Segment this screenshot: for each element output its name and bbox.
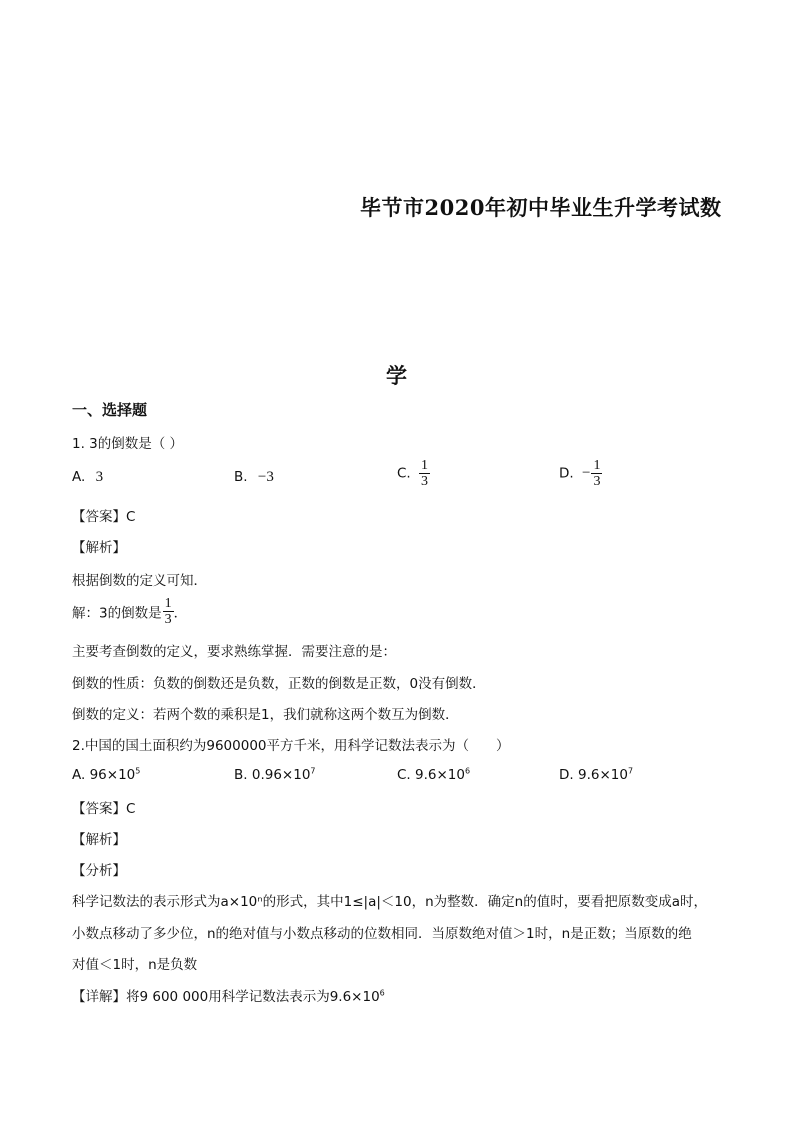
exam-title: 毕节市2020年初中毕业生升学考试数	[360, 195, 722, 220]
option-letter: D.	[559, 465, 574, 482]
option-exponent: 7	[310, 766, 316, 776]
q1-analysis-line: 倒数的性质：负数的倒数还是负数，正数的倒数是正数，0没有倒数．	[72, 676, 486, 692]
q2-option-a	[72, 767, 140, 783]
option-letter: B.	[234, 469, 248, 485]
q1-analysis-line: 倒数的定义：若两个数的乘积是1，我们就称这两个数互为倒数．	[72, 707, 459, 723]
minus-sign: −	[581, 465, 591, 481]
fraction-numerator: 1	[421, 458, 429, 473]
q2-option-b	[234, 767, 316, 783]
solution-punct: ．	[173, 605, 188, 622]
fraction	[591, 458, 602, 489]
fraction-numerator: 1	[593, 458, 601, 473]
fraction-denominator: 3	[164, 612, 172, 627]
exam-title-tail: 学	[386, 363, 407, 388]
q2-option-d	[559, 767, 633, 783]
q1-stem: 1. 3的倒数是（ ）	[72, 436, 184, 452]
option-value: 9.6×10	[415, 767, 465, 783]
option-value: 3	[95, 469, 104, 485]
section-heading: 一、选择题	[72, 401, 148, 419]
option-value: 9.6×10	[577, 767, 628, 783]
option-letter: B.	[234, 767, 248, 783]
option-letter: A.	[72, 469, 86, 485]
q1-option-c	[397, 458, 430, 489]
q1-analysis-label: 【解析】	[72, 540, 126, 556]
option-value: 96×10	[89, 767, 136, 783]
q2-fenxi-line: 小数点移动了多少位，n的绝对值与小数点移动的位数相同．当原数绝对值＞1时，n是正数；当原数的绝	[72, 926, 692, 942]
option-exponent: 5	[135, 766, 141, 776]
q1-option-a	[72, 469, 103, 486]
option-value: −3	[257, 469, 274, 485]
q2-fenxi-line: 对值＜1时，n是负数	[72, 957, 198, 973]
fraction-denominator: 3	[593, 474, 601, 489]
q2-answer: 【答案】C	[72, 801, 136, 817]
option-value: 0.96×10	[251, 767, 311, 783]
solution-text: 解：3的倒数是	[72, 605, 162, 622]
q1-analysis-line: 根据倒数的定义可知．	[72, 573, 207, 589]
q1-option-b	[234, 469, 274, 486]
detail-text: 将9 600 000用科学记数法表示为9.6×10	[126, 989, 380, 1005]
q2-stem: 2.中国的国土面积约为9600000平方千米，用科学记数法表示为（ ）	[72, 738, 510, 754]
fraction	[419, 458, 430, 489]
fraction-numerator: 1	[164, 596, 172, 611]
q1-answer: 【答案】C	[72, 509, 136, 525]
fraction-denominator: 3	[421, 474, 429, 489]
option-letter: C.	[397, 767, 411, 783]
detail-exponent: 6	[379, 988, 385, 998]
detail-label: 【详解】	[72, 989, 126, 1005]
q2-detail-line	[72, 985, 385, 1005]
q2-fenxi-line: 科学记数法的表示形式为a×10ⁿ的形式，其中1≤|a|＜10，n为整数．确定n的值时，要看把原数变成a时，	[72, 894, 707, 910]
fraction	[163, 596, 174, 627]
q1-analysis-line: 主要考查倒数的定义，要求熟练掌握．需要注意的是：	[72, 644, 396, 660]
option-letter: C.	[397, 465, 411, 482]
option-exponent: 7	[627, 766, 634, 776]
option-letter: D.	[559, 767, 574, 783]
q1-option-d	[559, 458, 602, 489]
q1-solution-line	[72, 596, 187, 627]
option-letter: A.	[72, 767, 86, 783]
option-exponent: 6	[464, 766, 471, 776]
q2-fenxi-label: 【分析】	[72, 863, 126, 879]
q2-option-c	[397, 767, 470, 783]
q2-analysis-label: 【解析】	[72, 832, 126, 848]
